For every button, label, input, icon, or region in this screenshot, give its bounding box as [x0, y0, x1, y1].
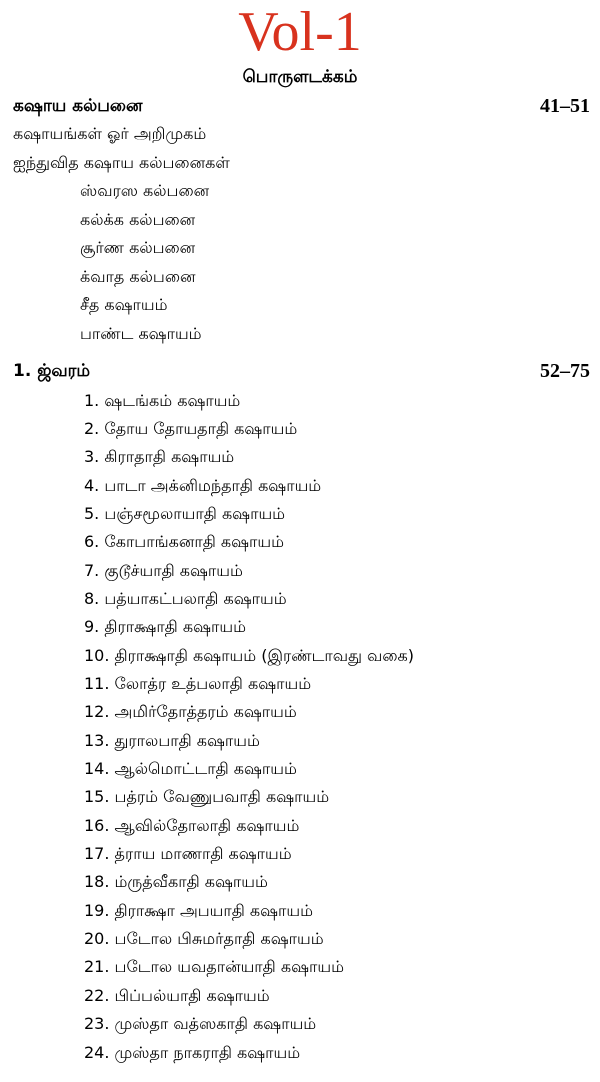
intro-line: ஐந்துவித கஷாய கல்பனைகள் [13, 153, 230, 172]
contents-heading: பொருளடக்கம் [242, 67, 358, 87]
sub-item: சீத கஷாயம் [80, 295, 168, 314]
section-pages-jvaram: 52–75 [540, 360, 590, 382]
list-item: 3. கிராதாதி கஷாயம் [84, 447, 235, 466]
section-title-kashaya-kalpanai: கஷாய கல்பனை [13, 96, 143, 116]
intro-line: கஷாயங்கள் ஓர் அறிமுகம் [13, 124, 207, 143]
list-item: 17. த்ராய மாணாதி கஷாயம் [84, 844, 292, 863]
list-item: 22. பிப்பல்யாதி கஷாயம் [84, 986, 270, 1005]
list-item: 19. திராக்ஷா அபயாதி கஷாயம் [84, 901, 313, 920]
list-item: 7. குடூச்யாதி கஷாயம் [84, 561, 243, 580]
list-item: 8. பத்யாகட்பலாதி கஷாயம் [84, 589, 287, 608]
list-item: 5. பஞ்சமூலாயாதி கஷாயம் [84, 504, 286, 523]
list-item: 1. ஷடங்கம் கஷாயம் [84, 391, 241, 410]
sub-item: ஸ்வரஸ கல்பனை [80, 181, 210, 200]
list-item: 12. அமிர்தோத்தரம் கஷாயம் [84, 702, 297, 721]
list-item: 24. முஸ்தா நாகராதி கஷாயம் [84, 1043, 301, 1062]
list-item: 15. பத்ரம் வேணுபவாதி கஷாயம் [84, 787, 330, 806]
sub-item: க்வாத கல்பனை [80, 267, 196, 286]
list-item: 23. முஸ்தா வத்ஸகாதி கஷாயம் [84, 1014, 317, 1033]
list-item: 21. படோல யவதான்யாதி கஷாயம் [84, 957, 344, 976]
list-item: 6. கோபாங்கனாதி கஷாயம் [84, 532, 284, 551]
sub-item: கல்க்க கல்பனை [80, 210, 196, 229]
section-pages-kashaya-kalpanai: 41–51 [540, 95, 590, 117]
list-item: 14. ஆல்மொட்டாதி கஷாயம் [84, 759, 297, 778]
list-item: 16. ஆவில்தோலாதி கஷாயம் [84, 816, 300, 835]
list-item: 4. பாடா அக்னிமந்தாதி கஷாயம் [84, 476, 322, 495]
list-item: 18. ம்ருத்வீகாதி கஷாயம் [84, 872, 268, 891]
section-title-jvaram: 1. ஜ்வரம் [13, 361, 91, 381]
volume-title: Vol-1 [238, 1, 362, 63]
list-item: 13. துராலபாதி கஷாயம் [84, 731, 260, 750]
sub-item: பாண்ட கஷாயம் [80, 324, 202, 343]
list-item: 11. லோத்ர உத்பலாதி கஷாயம் [84, 674, 312, 693]
list-item: 20. படோல பிசுமர்தாதி கஷாயம் [84, 929, 324, 948]
list-item: 9. திராக்ஷாதி கஷாயம் [84, 617, 246, 636]
list-item: 2. தோய தோயதாதி கஷாயம் [84, 419, 298, 438]
sub-item: சூர்ண கல்பனை [80, 238, 196, 257]
list-item: 10. திராக்ஷாதி கஷாயம் (இரண்டாவது வகை) [84, 646, 414, 665]
